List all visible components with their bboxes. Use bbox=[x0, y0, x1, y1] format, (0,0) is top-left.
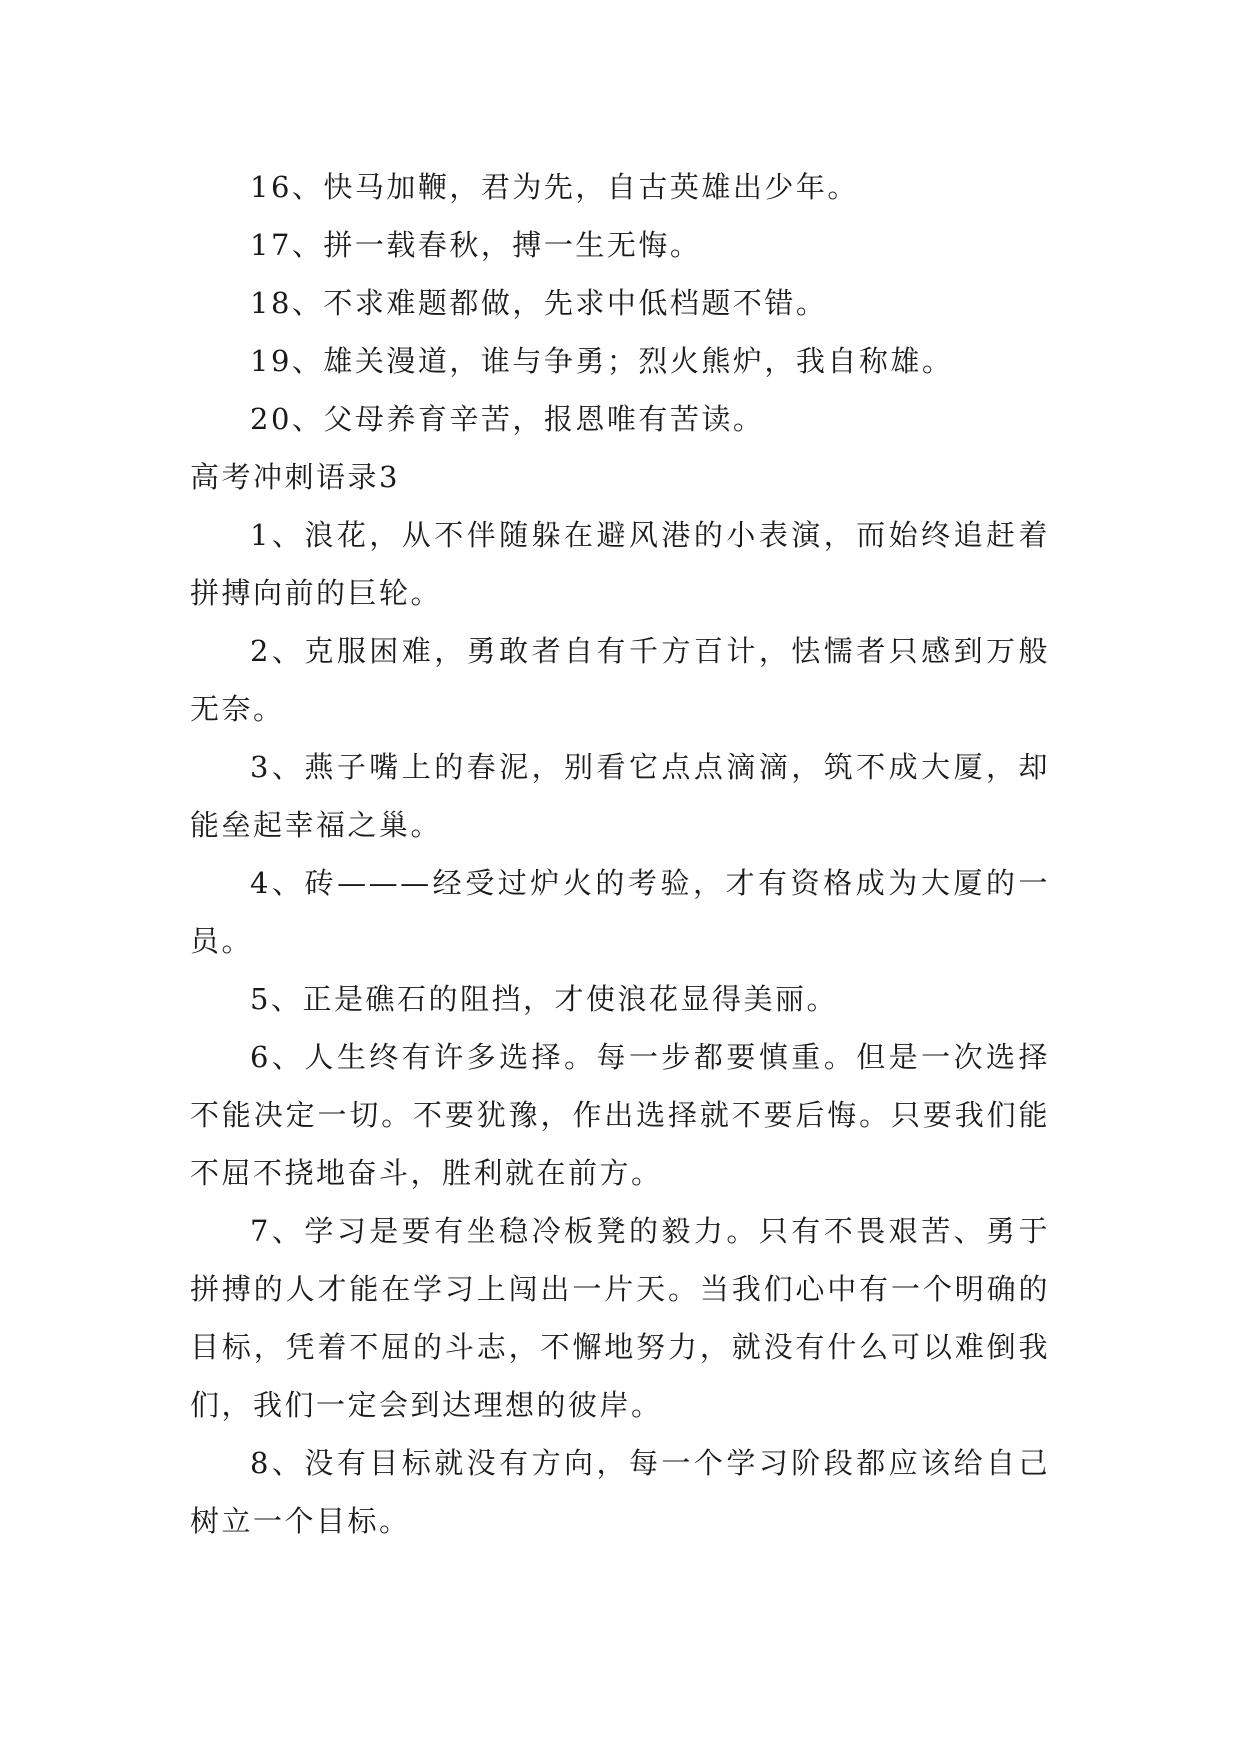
list-item: 16、快马加鞭，君为先，自古英雄出少年。 bbox=[250, 170, 859, 204]
list-item: 5、正是礁石的阻挡，才使浪花显得美丽。 bbox=[250, 982, 838, 1016]
list-item: 17、拼一载春秋，搏一生无悔。 bbox=[250, 228, 702, 262]
list-item: 18、不求难题都做，先求中低档题不错。 bbox=[250, 286, 828, 320]
document-body bbox=[190, 158, 1050, 1550]
list-item: 3、燕子嘴上的春泥，别看它点点滴滴，筑不成大厦，却能垒起幸福之巢。 bbox=[190, 750, 1050, 842]
list-item: 2、克服困难，勇敢者自有千方百计，怯懦者只感到万般无奈。 bbox=[190, 634, 1050, 726]
list-item: 4、砖———经受过炉火的考验，才有资格成为大厦的一员。 bbox=[190, 866, 1050, 958]
list-item: 7、学习是要有坐稳冷板凳的毅力。只有不畏艰苦、勇于拼搏的人才能在学习上闯出一片天。当我们心中有一个明确的目标，凭着不屈的斗志，不懈地努力，就没有什么可以难倒我们，我们一定会到达理想的彼岸。 bbox=[190, 1214, 1050, 1422]
section-title: 高考冲刺语录3 bbox=[190, 460, 400, 494]
list-item: 19、雄关漫道，谁与争勇；烈火熊炉，我自称雄。 bbox=[250, 344, 954, 378]
list-item: 8、没有目标就没有方向，每一个学习阶段都应该给自己树立一个目标。 bbox=[190, 1446, 1050, 1538]
list-item: 20、父母养育辛苦，报恩唯有苦读。 bbox=[250, 402, 765, 436]
list-item: 1、浪花，从不伴随躲在避风港的小表演，而始终追赶着拼搏向前的巨轮。 bbox=[190, 518, 1050, 610]
list-item: 6、人生终有许多选择。每一步都要慎重。但是一次选择不能决定一切。不要犹豫，作出选择就不要后悔。只要我们能不屈不挠地奋斗，胜利就在前方。 bbox=[190, 1040, 1050, 1190]
